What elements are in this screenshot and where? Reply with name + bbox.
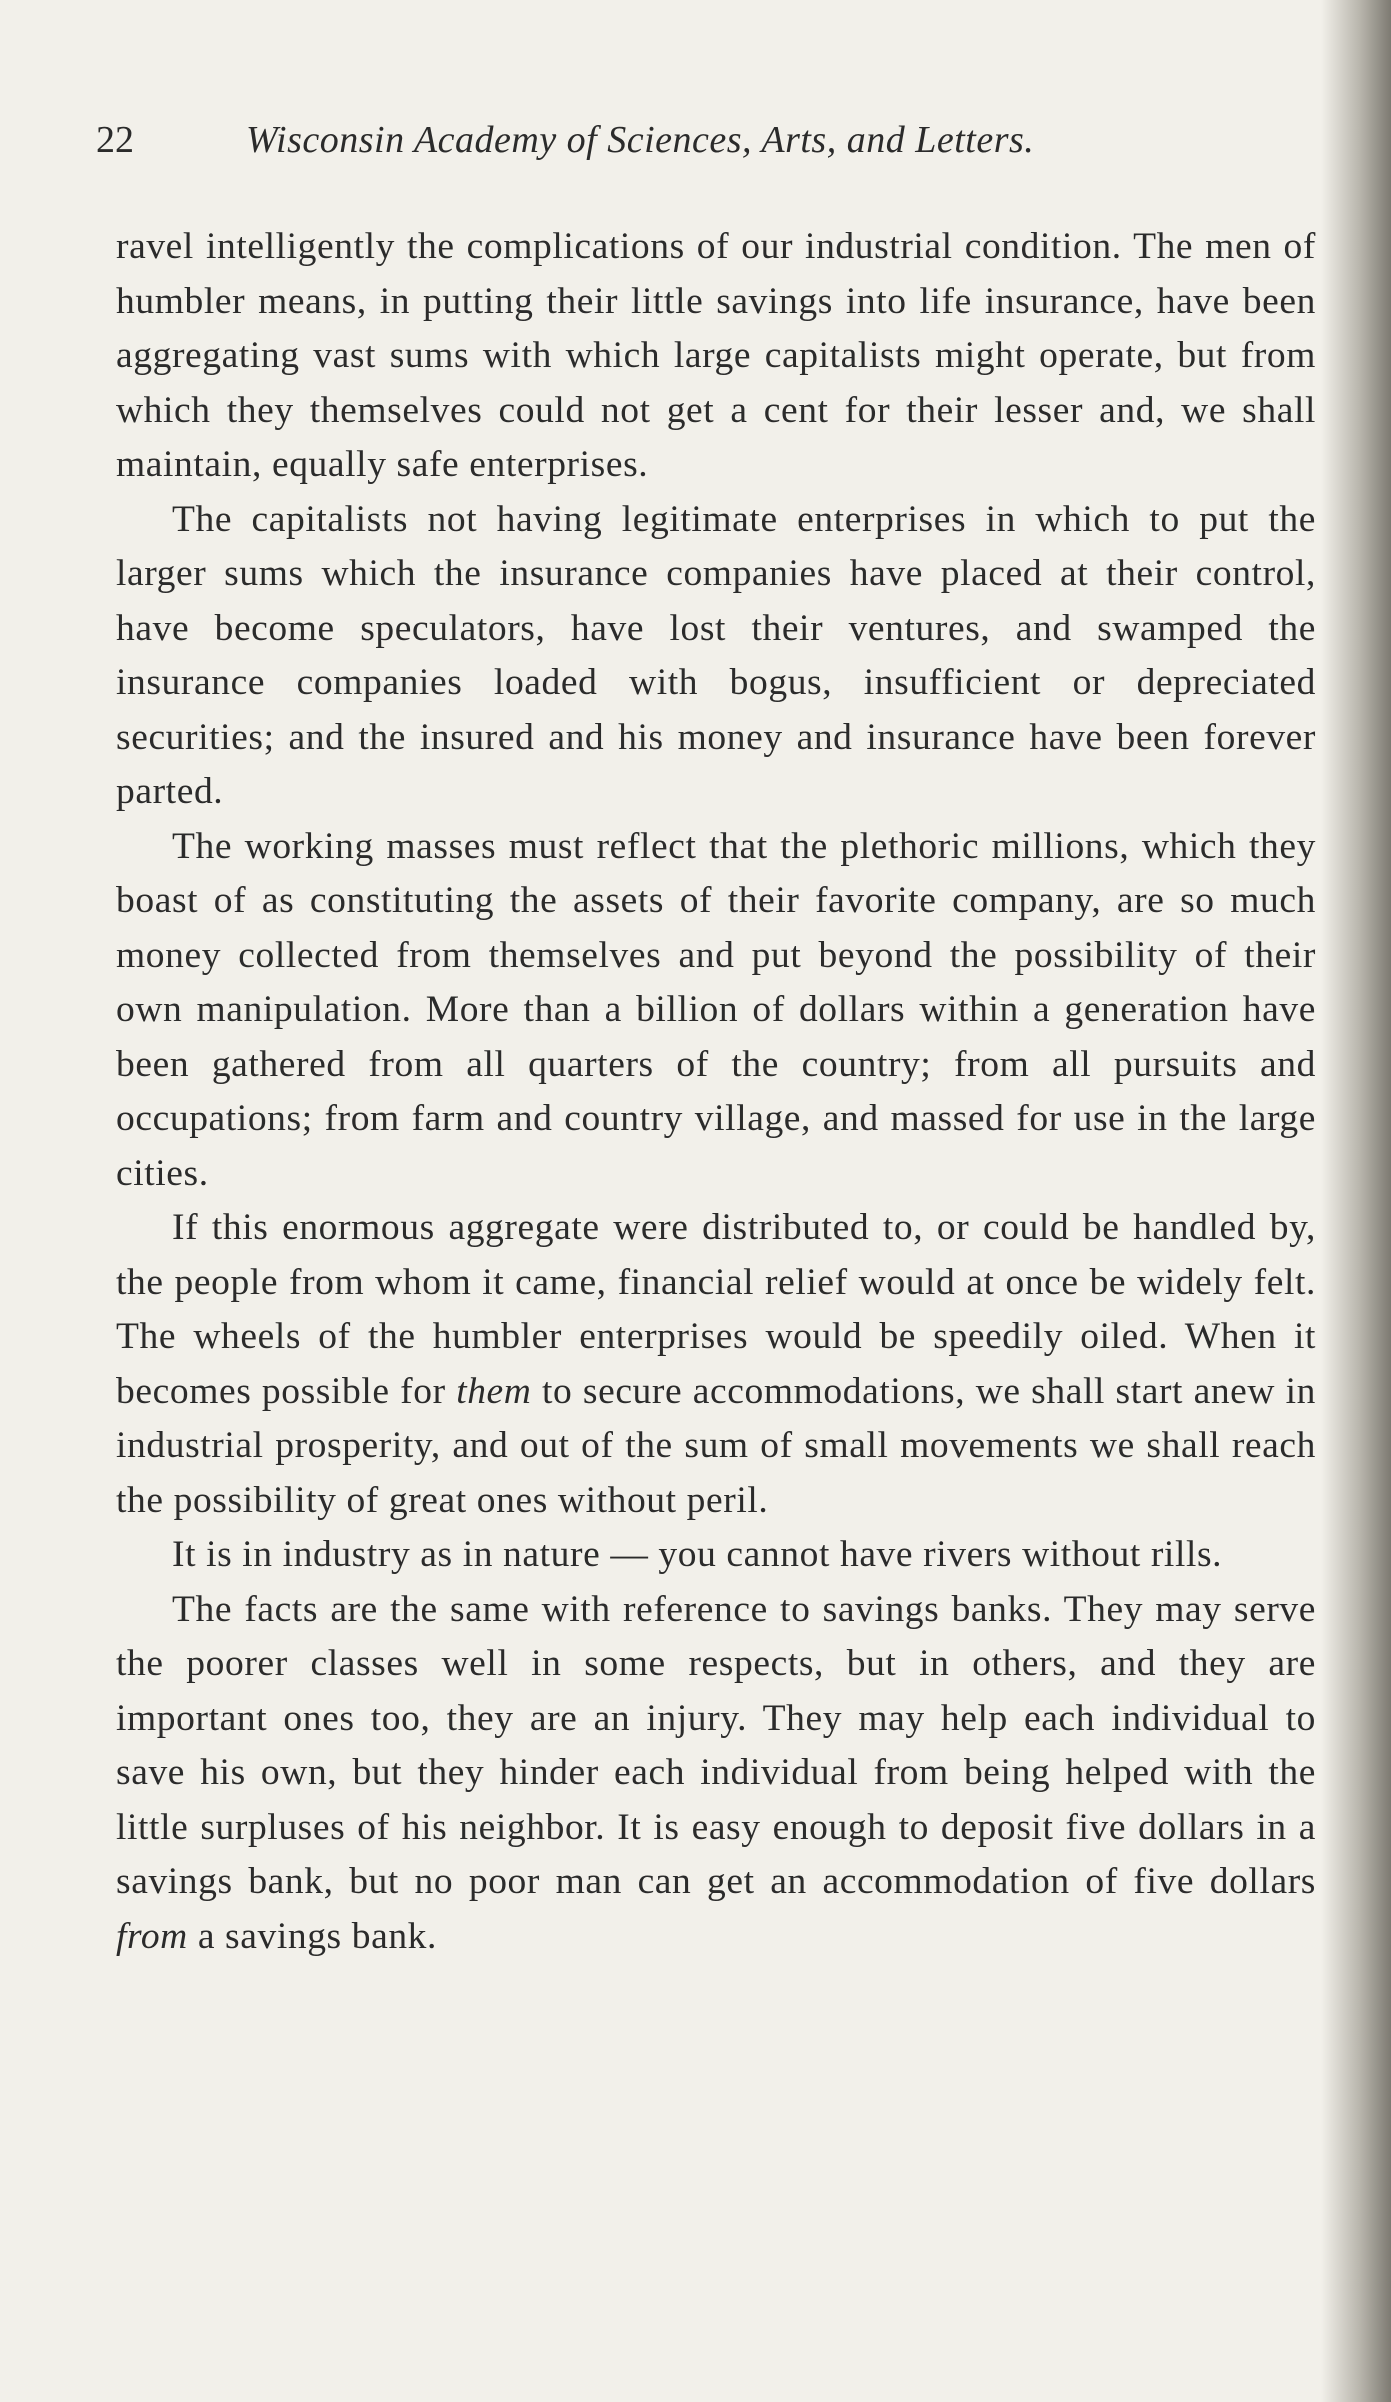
paragraph-4 <box>116 1201 1316 1528</box>
paragraph-3: The working masses must reflect that the plethoric millions, which they boast of as constituting the assets of their favorite company, are so much money collected from themselves and put beyond the possibility of their own manipulation. More than a billion of dollars within a generation have been gathered from all quarters of the country; from all pursuits and occupations; from farm and country village, and massed for use in the large cities. <box>116 825 1316 1194</box>
paragraph-4-emphasis: them <box>456 1370 532 1412</box>
body-text <box>116 220 1316 1964</box>
paragraph-5: It is in industry as in nature — you cannot have rivers without rills. <box>172 1534 1223 1575</box>
paragraph-6-text-before: The facts are the same with reference to savings banks. They may serve the poorer classes well in some respects, but in others, and they are important ones too, they are an injury. They may help each individual to save his own, but they hinder each individual from being helped with the little surpluses of his neighbor. It is easy enough to deposit five dollars in a savings bank, but no poor man can get an accommodation of five dollars <box>116 1588 1316 1902</box>
page-edge-shadow <box>1321 0 1391 2402</box>
paragraph-6-text-after: a savings bank. <box>187 1915 437 1957</box>
running-title: Wisconsin Academy of Sciences, Arts, and Letters. <box>246 119 1035 161</box>
page-header <box>96 118 1216 168</box>
paragraph-2: The capitalists not having legitimate enterprises in which to put the larger sums which the insurance companies have placed at their control, have become speculators, have lost their ventures, and swamped the insurance companies loaded with bogus, insufficient or depreciated securities; and the insured and his money and insurance have been forever parted. <box>116 498 1316 812</box>
paragraph-6-emphasis: from <box>116 1915 188 1957</box>
paragraph-6 <box>116 1583 1316 1965</box>
paragraph-4-text-after: to secure accommodations, we shall start anew in industrial prosperity, and out of the sum of small movements we shall reach the possibility of great ones without peril. <box>116 1370 1316 1521</box>
page-number: 22 <box>96 119 134 161</box>
paragraph-1: ravel intelligently the complications of our industrial condition. The men of humbler means, in putting their little savings into life insurance, have been aggregating vast sums with which large capitalists might operate, but from which they themselves could not get a cent for their lesser and, we shall maintain, equally safe enterprises. <box>116 226 1316 485</box>
paragraph-4-text-before: If this enormous aggregate were distributed to, or could be handled by, the people from whom it came, financial relief would at once be widely felt. The wheels of the humbler enterprises would be speedily oiled. When it becomes possible for <box>116 1207 1316 1412</box>
